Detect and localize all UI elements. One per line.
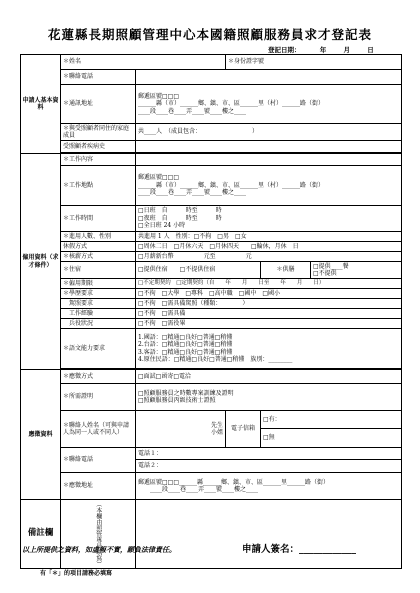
military-label: 兵役狀況 <box>61 319 136 329</box>
leave-type-label: 休假方式 <box>61 242 136 252</box>
work-content-field[interactable] <box>136 154 402 166</box>
work-content-label: ＊工作內容 <box>61 154 136 166</box>
meal-label: ＊供膳 <box>261 262 311 279</box>
meal-field[interactable] <box>311 262 402 279</box>
remark-field[interactable] <box>136 500 402 569</box>
email-yes: □有： <box>261 411 401 429</box>
declaration-text: 以上所提供之資料，如虛報不實，願負法律責任。 <box>22 545 176 554</box>
applicant-phone-label: ＊聯絡電話 <box>61 70 136 85</box>
license-field[interactable]: □不拘 □需具備駕照（種類： ） <box>136 299 402 309</box>
applicant-phone-field[interactable] <box>136 70 402 85</box>
apply-method-field[interactable]: □面試□函寄□電洽 <box>136 370 402 384</box>
work-time-full: □全日班 24 小時 <box>138 222 186 230</box>
apply-phone-label: ＊聯絡電話 <box>61 448 136 473</box>
section-remark: 備註欄 <box>21 500 61 569</box>
lodging-label: ＊住宿 <box>61 262 136 279</box>
meal-no: □不提供 <box>313 270 337 277</box>
register-date-label: 登記日期： <box>268 46 301 54</box>
license-label: 駕照要求 <box>61 299 136 309</box>
salary-field[interactable]: □月薪新台幣 元至 元 <box>136 252 402 262</box>
language-field[interactable] <box>136 329 402 369</box>
contact-name-label: ＊聯絡人姓名（可與申請人為同一人或不同人） <box>61 411 136 448</box>
footer-note: 有「＊」的項目請務必填寫 <box>40 570 113 577</box>
register-date-day: 日 <box>367 46 374 54</box>
family-members-field[interactable]: 共____人 （成員包含： ） <box>136 124 402 141</box>
section-apply: 應徵資料 <box>21 370 61 500</box>
military-field[interactable]: □不拘 □需役畢 <box>136 319 402 329</box>
applicant-name-field[interactable]: ＊姓名 <box>61 55 226 70</box>
applicant-address-line2: ____段____巷____弄____號____樓之____ <box>138 107 247 115</box>
apply-address-line1: 郵遞區號□□□______縣______鄉、鎮、市、區______里______路（街） <box>138 478 330 486</box>
leave-type-field[interactable]: □周休二日 □月休六天 □月休四天 □輪休，月休 日 <box>136 242 402 252</box>
apply-method-label: ＊應徵方式 <box>61 370 136 384</box>
hire-count-field[interactable]: 共進用 1 人 性別：□不拘 □男 □女 <box>136 232 402 242</box>
disease-history-label: 受照顧者疾病史 <box>61 141 136 153</box>
apply-address-field[interactable] <box>136 473 402 500</box>
apply-address-label: ＊應徵地址 <box>61 473 136 500</box>
work-time-field[interactable] <box>136 206 402 232</box>
language-indigenous: 4.原住民語：□精通□良好□普通□稍懂 族別：________ <box>138 356 293 363</box>
meal-yes: □提供____餐 <box>313 262 349 270</box>
hire-count-label: ＊進用人數、性別 <box>61 232 136 242</box>
work-time-night: □夜班 自 時至 時 <box>138 214 222 222</box>
register-date-year: 年 <box>319 46 327 54</box>
contact-ms: 小姐 <box>211 429 224 436</box>
email-label: 電子信箱 <box>226 411 261 448</box>
applicant-id-field[interactable]: ＊身份證字號 <box>226 55 402 70</box>
section-applicant: 申請人基本資料 <box>21 55 61 154</box>
work-time-label: ＊工作時間 <box>61 206 136 232</box>
language-mandarin: 1.國語：□精通□良好□普通□稍懂 <box>138 333 233 341</box>
section-recruit: 僱用資料（求才條件） <box>21 154 61 370</box>
required-docs-label: ＊所需證明 <box>61 384 136 411</box>
language-hakka: 3.客語：□精通□良好□普通□稍懂 <box>138 348 233 356</box>
work-place-label: ＊工作地點 <box>61 166 136 206</box>
signature-line[interactable]: 申請人簽名：____________ <box>242 544 357 555</box>
work-place-zip: 郵遞區號□□□ <box>138 174 180 182</box>
register-date-month: 月 <box>343 46 351 54</box>
family-members-label: ＊與受照顧者同住的家庭成員 <box>61 124 136 141</box>
registration-form <box>20 54 402 569</box>
applicant-zip: 郵遞區號□□□ <box>138 92 180 100</box>
contact-name-field[interactable] <box>136 411 226 448</box>
disease-history-field[interactable] <box>136 141 402 153</box>
applicant-address-line1: ______縣（市）______鄉、鎮、市、區______里（村）______路（街） <box>138 100 325 108</box>
email-field[interactable] <box>261 411 402 448</box>
experience-field[interactable]: □不拘 □需具備 <box>136 309 402 319</box>
apply-phone-2: 電話２： <box>138 462 163 469</box>
contact-mr: 先生 <box>211 421 224 429</box>
required-docs-field[interactable] <box>136 384 402 411</box>
apply-phone-field[interactable] <box>136 448 402 473</box>
applicant-address-field[interactable] <box>136 85 402 124</box>
work-place-line1: ______縣（市）______鄉、鎮、市、區______里（村）______路（街） <box>138 181 325 189</box>
applicant-address-label: ＊通訊地址 <box>61 85 136 124</box>
education-field[interactable]: □不拘 □大學 □專科 □高中職 □國中 □國小 <box>136 289 402 299</box>
email-no: □無 <box>263 434 275 441</box>
experience-label: 工作經驗 <box>61 309 136 319</box>
language-taiwanese: 2.台語：□精通□良好□普通□稍懂 <box>138 341 233 348</box>
apply-address-line2: ____段____巷____弄____號____樓之____ <box>150 486 259 493</box>
work-place-line2: ____段____巷____弄____號____樓之____ <box>138 189 247 197</box>
required-docs-training: □照顧服務員之時數專案訓練及證明 <box>138 389 234 397</box>
register-date <box>268 45 377 54</box>
work-time-day: □日班 自 時至 時 <box>138 207 222 215</box>
salary-label: ＊核薪方式 <box>61 252 136 262</box>
apply-phone-1: 電話１： <box>136 448 401 460</box>
work-place-field[interactable] <box>136 166 402 206</box>
required-docs-license: □照顧服務員丙級技術士證照 <box>138 397 216 404</box>
lodging-field[interactable]: □提供住宿 □不提供住宿 <box>136 262 261 279</box>
page-title: 花蓮縣長期照顧管理中心本國籍照顧服務員求才登記表 <box>47 27 372 42</box>
contract-period-field[interactable]: □不定期契約 □定期契約（自 年 月 日至 年 月 日） <box>136 279 402 289</box>
contract-period-label: ＊僱用期限 <box>61 279 136 289</box>
remark-side-note: （本欄由照管專員填寫） <box>61 500 136 569</box>
language-label: ＊語文能力要求 <box>61 329 136 369</box>
education-label: ＊學歷要求 <box>61 289 136 299</box>
